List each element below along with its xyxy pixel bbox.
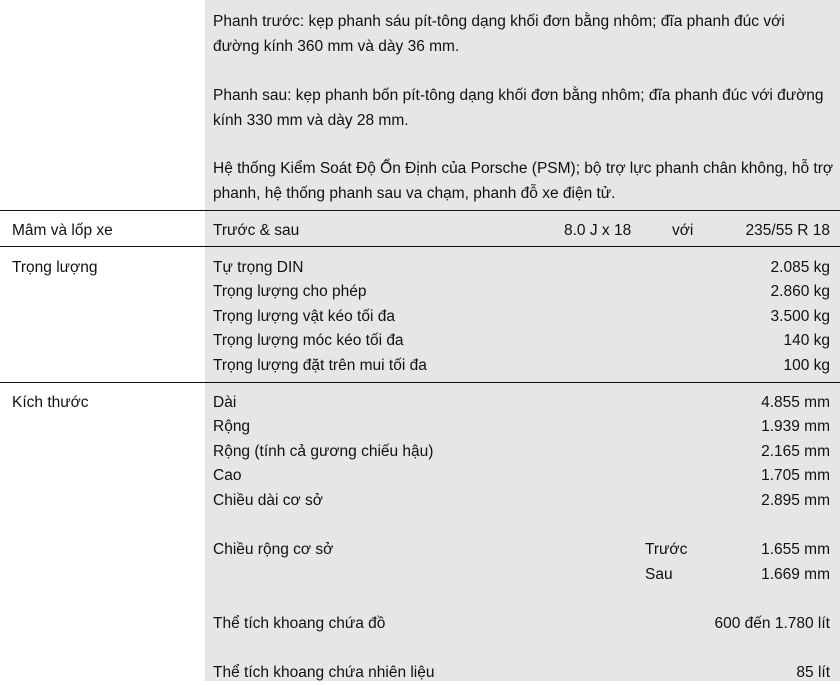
section-divider-weight bbox=[0, 246, 840, 247]
fuel-volume-value: 85 lít bbox=[796, 664, 830, 681]
dimension-row-value: 1.939 mm bbox=[761, 418, 830, 435]
weight-row-value: 3.500 kg bbox=[770, 308, 830, 325]
weight-row-name: Tự trọng DIN bbox=[213, 259, 304, 276]
track-front-label: Trước bbox=[645, 541, 688, 558]
dimension-row-value: 2.895 mm bbox=[761, 492, 830, 509]
dimension-row-name: Rộng bbox=[213, 418, 251, 435]
weight-row-value: 140 kg bbox=[783, 332, 830, 349]
weight-row-value: 2.860 kg bbox=[770, 283, 830, 300]
luggage-volume-value: 600 đến 1.780 lít bbox=[714, 615, 830, 632]
section-divider-wheels bbox=[0, 210, 840, 211]
weight-row-name: Trọng lượng vật kéo tối đa bbox=[213, 308, 395, 325]
section-divider-dimensions bbox=[0, 382, 840, 383]
weight-row-name: Trọng lượng cho phép bbox=[213, 283, 367, 300]
wheels-axle: Trước & sau bbox=[213, 222, 300, 239]
track-width-name: Chiều rộng cơ sở bbox=[213, 541, 334, 558]
dimension-row-value: 1.705 mm bbox=[761, 467, 830, 484]
weight-row-value: 100 kg bbox=[783, 357, 830, 374]
brakes-systems-text: Hệ thống Kiểm Soát Độ Ổn Định của Porsche (PSM); bộ trợ lực phanh chân không, hỗ trợ phanh, hệ thống phanh sau va chạm, phanh đỗ xe điện tử. bbox=[213, 160, 834, 202]
dimension-row-value: 2.165 mm bbox=[761, 443, 830, 460]
weight-label: Trọng lượng bbox=[12, 259, 98, 276]
wheels-label: Mâm và lốp xe bbox=[12, 222, 113, 239]
dimensions-label: Kích thước bbox=[12, 394, 89, 411]
brakes-front-text: Phanh trước: kẹp phanh sáu pít-tông dạng khối đơn bằng nhôm; đĩa phanh đúc với đường kính 360 mm và dày 36 mm. bbox=[213, 13, 785, 55]
luggage-volume-name: Thể tích khoang chứa đồ bbox=[213, 615, 386, 632]
track-rear-label: Sau bbox=[645, 566, 673, 583]
dimension-row-name: Rộng (tính cả gương chiếu hậu) bbox=[213, 443, 434, 460]
wheels-tyre: 235/55 R 18 bbox=[745, 222, 830, 239]
dimension-row-name: Dài bbox=[213, 394, 237, 411]
weight-row-name: Trọng lượng đặt trên mui tối đa bbox=[213, 357, 427, 374]
fuel-volume-name: Thể tích khoang chứa nhiên liệu bbox=[213, 664, 435, 681]
dimension-row-value: 4.855 mm bbox=[761, 394, 830, 411]
weight-row-value: 2.085 kg bbox=[770, 259, 830, 276]
dimension-row-name: Chiều dài cơ sở bbox=[213, 492, 323, 509]
brakes-rear-text: Phanh sau: kẹp phanh bốn pít-tông dạng khối đơn bằng nhôm; đĩa phanh đúc với đường kính 330 mm và dày 28 mm. bbox=[213, 87, 824, 129]
wheels-with: với bbox=[672, 222, 694, 239]
weight-row-name: Trọng lượng móc kéo tối đa bbox=[213, 332, 404, 349]
track-rear-value: 1.669 mm bbox=[761, 566, 830, 583]
dimensions-background bbox=[205, 383, 840, 681]
wheels-rim: 8.0 J x 18 bbox=[564, 222, 632, 239]
dimension-row-name: Cao bbox=[213, 467, 242, 484]
track-front-value: 1.655 mm bbox=[761, 541, 830, 558]
